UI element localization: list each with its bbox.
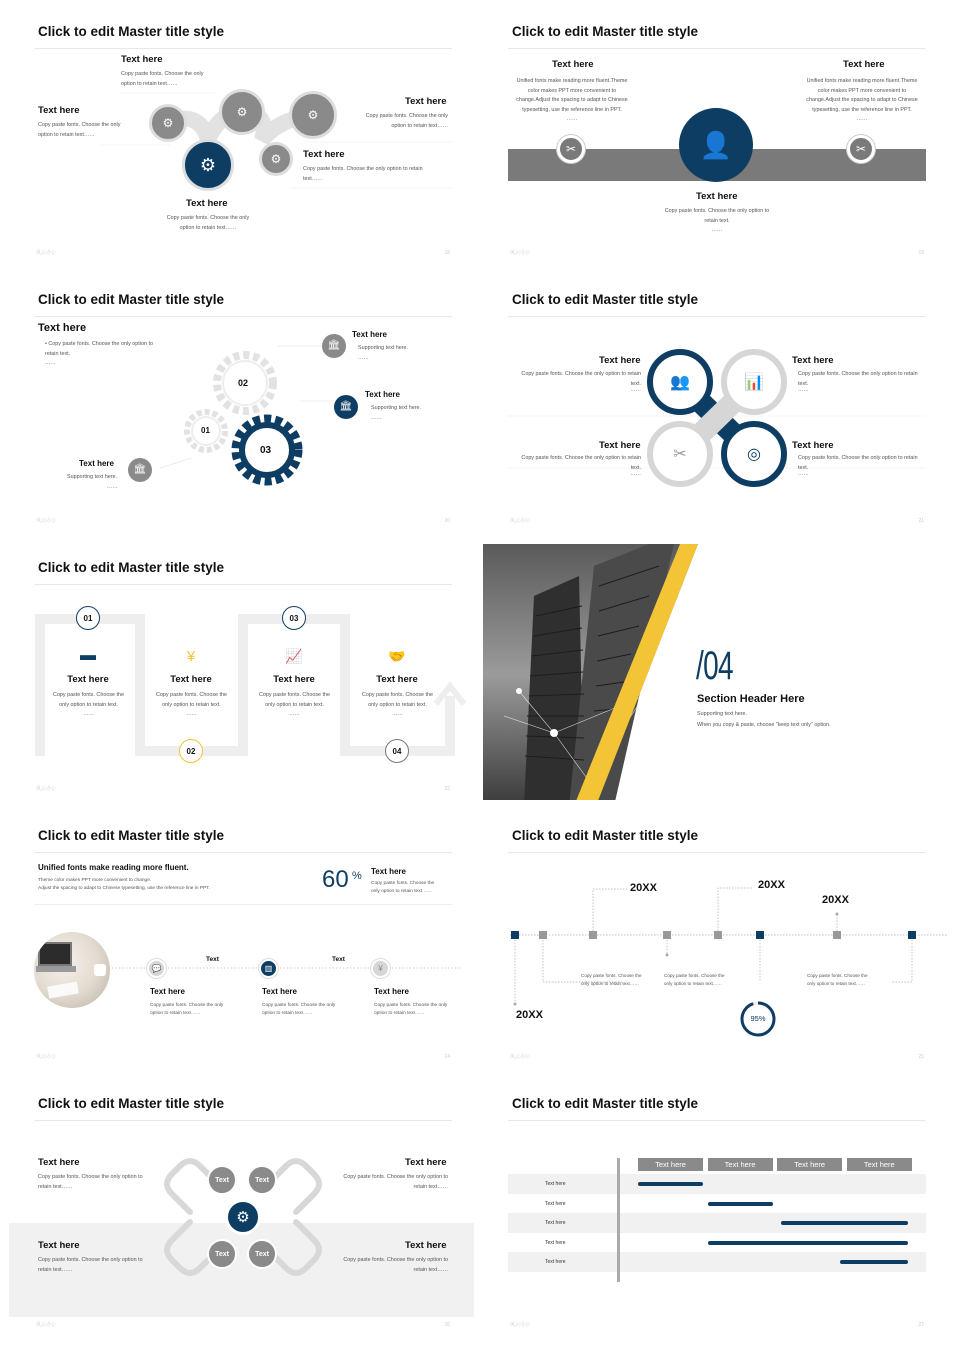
bank-icon: 🏛 [128, 458, 152, 482]
chat-icon: 💬 [147, 959, 166, 978]
percent-sign: % [352, 870, 362, 882]
page-number: 25 [918, 1054, 924, 1060]
slide-25[interactable] [474, 804, 948, 1068]
slide-27[interactable] [474, 1072, 948, 1336]
left-heading: Text here [38, 105, 80, 116]
page-number: 21 [918, 518, 924, 524]
item-3-heading: Text here [599, 440, 641, 451]
gantt-bar [638, 1182, 703, 1186]
main-ellipsis: …… [45, 360, 56, 366]
year-1: 20XX [630, 882, 657, 894]
column-header: Text here [777, 1158, 842, 1171]
item-1-text: Copy paste fonts. Choose the only option to retain text. [521, 371, 641, 387]
item-2-ellipsis: …… [371, 415, 382, 421]
item-3-text: Copy paste fonts. Choose the only option to retain text…… [38, 1257, 143, 1273]
item-2-text: Supporting text here. [371, 405, 422, 411]
item-4-heading: Text here [792, 440, 834, 451]
row-label: Text here [545, 1259, 566, 1266]
slide-title: Click to edit Master title style [38, 24, 225, 39]
connector-label-1: Text [206, 956, 219, 963]
left-text: Copy paste fonts. Choose the only option to retain text…… [38, 122, 121, 138]
slide-18[interactable] [0, 0, 474, 264]
bank-icon: 🏛 [334, 395, 358, 419]
note-2: Copy paste fonts. Choose the only option to retain text…… [664, 973, 725, 986]
tools-icon: ✂ [557, 135, 585, 163]
step-1-heading: Text here [67, 674, 109, 685]
top-text: Copy paste fonts. Choose the only option to retain text…… [121, 71, 204, 87]
timeline [474, 804, 948, 1068]
gear-label-02: 02 [238, 378, 249, 388]
mid-text: Copy paste fonts. Choose the only option to retain text…… [303, 166, 423, 182]
tools-icon: ✂ [847, 135, 875, 163]
item-3-heading: Text here [374, 987, 409, 996]
step-4-ellipsis: …… [392, 711, 403, 717]
item-3-ellipsis: …… [630, 471, 641, 477]
gantt-divider [617, 1158, 620, 1282]
row-label: Text here [545, 1200, 566, 1207]
section-header: Section Header Here [697, 693, 805, 705]
footer: 风云办公 [510, 1054, 531, 1060]
step-badge-03: 03 [282, 606, 306, 630]
right-ellipsis: …… [856, 116, 868, 122]
step-badge-02: 02 [179, 739, 203, 763]
item-3-heading: Text here [79, 459, 114, 468]
item-1-ellipsis: …… [358, 355, 369, 361]
step-badge-04: 04 [385, 739, 409, 763]
page-number: 24 [444, 1054, 450, 1060]
step-3-text: Copy paste fonts. Choose the only option to retain text. [258, 692, 331, 708]
item-3-text: Copy paste fonts. Choose the only option to retain text…… [374, 1003, 448, 1016]
top-heading: Text here [121, 54, 163, 65]
year-4: 20XX [516, 1009, 543, 1021]
item-1-text: Copy paste fonts. Choose the only option to retain text…… [150, 1003, 224, 1016]
slide-22[interactable] [0, 536, 474, 800]
slide-title: Click to edit Master title style [38, 560, 225, 575]
step-4-heading: Text here [376, 674, 418, 685]
slide-title: Click to edit Master title style [38, 828, 225, 843]
row-label: Text here [545, 1239, 566, 1246]
note-3: Copy paste fonts. Choose the only option to retain text…… [807, 973, 868, 986]
step-4-text: Copy paste fonts. Choose the only option to retain text. [361, 692, 434, 708]
page-number: 26 [444, 1322, 450, 1328]
gantt-row [508, 1174, 926, 1194]
item-2-text: Copy paste fonts. Choose the only option to retain text…… [262, 1003, 336, 1016]
percent-value: 60 [322, 866, 349, 893]
page-number: 19 [918, 250, 924, 256]
gear-icon: ⚙ [219, 89, 265, 135]
bar-growth-icon: 📈 [285, 647, 303, 664]
step-2-text: Copy paste fonts. Choose the only option to retain text. [155, 692, 228, 708]
slide-20[interactable] [0, 268, 474, 532]
footer: 风云办公 [36, 518, 57, 524]
slide-23[interactable] [474, 536, 948, 800]
footer: 风云办公 [36, 1322, 57, 1328]
row-label: Text here [545, 1220, 566, 1227]
item-3-text: Supporting text here. [67, 474, 118, 480]
slide-title: Click to edit Master title style [38, 292, 225, 307]
item-2-text: Copy paste fonts. Choose the only option to retain text. [798, 371, 918, 387]
footer: 风云办公 [36, 250, 57, 256]
footer: 风云办公 [510, 1322, 531, 1328]
page-number: 20 [444, 518, 450, 524]
footer: 风云办公 [36, 1054, 57, 1060]
dotted-connector [0, 804, 474, 1068]
step-3-heading: Text here [273, 674, 315, 685]
building-icon: ▥ [259, 959, 278, 978]
center-heading: Text here [696, 191, 738, 202]
gears-icon: ⚙ [225, 1199, 261, 1235]
title-divider [508, 1120, 926, 1121]
node-2: Text [247, 1165, 277, 1195]
item-1-text: Copy paste fonts. Choose the only option to retain text…… [38, 1174, 143, 1190]
step-1-text: Copy paste fonts. Choose the only option to retain text. [52, 692, 125, 708]
right-heading: Text here [405, 96, 447, 107]
footer: 风云办公 [510, 250, 531, 256]
item-1-heading: Text here [599, 355, 641, 366]
target-icon: ◎ [747, 446, 761, 463]
gears-diagram [0, 268, 474, 532]
note-1: Copy paste fonts. Choose the only option to retain text…… [581, 973, 642, 986]
money-hand-icon: ¥ [186, 647, 196, 665]
section-subtext-1: Supporting text here. [697, 711, 748, 717]
gear-icon: ⚙ [289, 91, 337, 139]
bank-icon: 🏛 [322, 334, 346, 358]
node-1: Text [207, 1165, 237, 1195]
left-text: Unified fonts make reading more fluent.Theme color makes PPT more convenient to change.Adjust the spacing to adapt to Chinese typesetting, use the reference line in PPT. [516, 78, 628, 113]
progress-label: 95% [750, 1014, 766, 1023]
gear-label-03: 03 [260, 445, 272, 456]
growth-chart-icon: 📊 [744, 374, 764, 391]
left-heading: Text here [552, 59, 594, 70]
step-3-ellipsis: …… [289, 711, 300, 717]
gantt-bar [840, 1260, 908, 1264]
right-text: Unified fonts make reading more fluent.Theme color makes PPT more convenient to change.Adjust the spacing to adapt to Chinese typesetting, use the reference line in PPT. [806, 78, 918, 113]
main-heading: Text here [38, 322, 87, 334]
bottom-text: Copy paste fonts. Choose the only option to retain text…… [166, 215, 250, 231]
item-1-heading: Text here [38, 1157, 80, 1168]
money-icon: ¥ [371, 959, 390, 978]
percent-text: Copy paste fonts. Choose the only option to retain text…… [371, 881, 435, 894]
page-number: 22 [444, 786, 450, 792]
gantt-bar [708, 1202, 773, 1206]
connector-label-2: Text [332, 956, 345, 963]
step-2-ellipsis: …… [186, 711, 197, 717]
center-text: Copy paste fonts. Choose the only option to retain text. [664, 208, 770, 224]
main-text: • Copy paste fonts. Choose the only option to retain text. [45, 341, 153, 357]
slide-26[interactable] [0, 1072, 474, 1336]
item-2-heading: Text here [262, 987, 297, 996]
slide-title: Click to edit Master title style [512, 292, 699, 307]
lead-heading: Unified fonts make reading more fluent. [38, 863, 189, 872]
bottom-heading: Text here [186, 198, 228, 209]
node-4: Text [247, 1239, 277, 1269]
gantt-bar [708, 1241, 909, 1245]
step-1-ellipsis: …… [83, 711, 94, 717]
slide-title: Click to edit Master title style [38, 1096, 225, 1111]
gantt-chart [508, 1158, 926, 1282]
item-2-heading: Text here [405, 1157, 447, 1168]
item-1-text: Supporting text here. [358, 345, 409, 351]
slide-19[interactable] [474, 0, 948, 264]
mid-heading: Text here [303, 149, 345, 160]
item-2-heading: Text here [365, 390, 400, 399]
gear-icon: ⚙ [182, 139, 234, 191]
lead-text-1: Theme color makes PPT more convenient to change. [38, 878, 152, 883]
item-1-ellipsis: …… [630, 387, 641, 393]
column-header: Text here [708, 1158, 773, 1171]
column-header: Text here [847, 1158, 912, 1171]
footer: 风云办公 [510, 518, 531, 524]
percent-heading: Text here [371, 867, 406, 876]
gantt-bar [781, 1221, 909, 1225]
slide-24[interactable] [0, 804, 474, 1068]
right-heading: Text here [843, 59, 885, 70]
node-3: Text [207, 1239, 237, 1269]
step-badge-01: 01 [76, 606, 100, 630]
footer: 风云办公 [36, 786, 57, 792]
item-3-heading: Text here [38, 1240, 80, 1251]
title-divider [508, 48, 926, 49]
gear-icon: ⚙ [149, 104, 187, 142]
lead-text-2: Adjust the spacing to adapt to Chinese typesetting, use the reference line in PPT. [38, 886, 210, 891]
left-ellipsis: …… [566, 116, 578, 122]
slide-21[interactable] [474, 268, 948, 532]
step-2-heading: Text here [170, 674, 212, 685]
slide-title: Click to edit Master title style [512, 828, 699, 843]
row-label: Text here [545, 1181, 566, 1187]
slide-title: Click to edit Master title style [512, 24, 699, 39]
item-1-heading: Text here [150, 987, 185, 996]
item-3-text: Copy paste fonts. Choose the only option to retain text. [521, 455, 641, 471]
item-2-heading: Text here [792, 355, 834, 366]
quad-diagram [474, 268, 948, 532]
item-3-ellipsis: …… [107, 484, 118, 490]
item-4-heading: Text here [405, 1240, 447, 1251]
item-4-text: Copy paste fonts. Choose the only option to retain text. [798, 455, 918, 471]
year-3: 20XX [822, 894, 849, 906]
slide-title: Click to edit Master title style [512, 1096, 699, 1111]
year-2: 20XX [758, 879, 785, 891]
team-icon: 👥 [670, 374, 690, 391]
item-2-text: Copy paste fonts. Choose the only option to retain text…… [343, 1174, 448, 1190]
item-4-ellipsis: …… [798, 471, 809, 477]
right-text: Copy paste fonts. Choose the only option to retain text…… [365, 113, 448, 129]
handshake-icon: 🤝 [388, 647, 406, 664]
item-1-heading: Text here [352, 330, 387, 339]
gear-icon: ⚙ [259, 142, 293, 176]
section-number: /04 [696, 644, 733, 688]
tools-icon: ✂ [673, 446, 687, 463]
center-ellipsis: …… [711, 227, 723, 233]
user-icon: 👤 [679, 108, 753, 182]
gear-label-01: 01 [201, 426, 210, 435]
folder-icon: ▬ [80, 647, 96, 664]
page-number: 27 [918, 1322, 924, 1328]
item-2-ellipsis: …… [798, 387, 809, 393]
item-4-text: Copy paste fonts. Choose the only option to retain text…… [343, 1257, 448, 1273]
page-number: 18 [444, 250, 450, 256]
column-header: Text here [638, 1158, 703, 1171]
section-subtext-2: When you copy & paste, choose "keep text only" option. [697, 722, 831, 728]
